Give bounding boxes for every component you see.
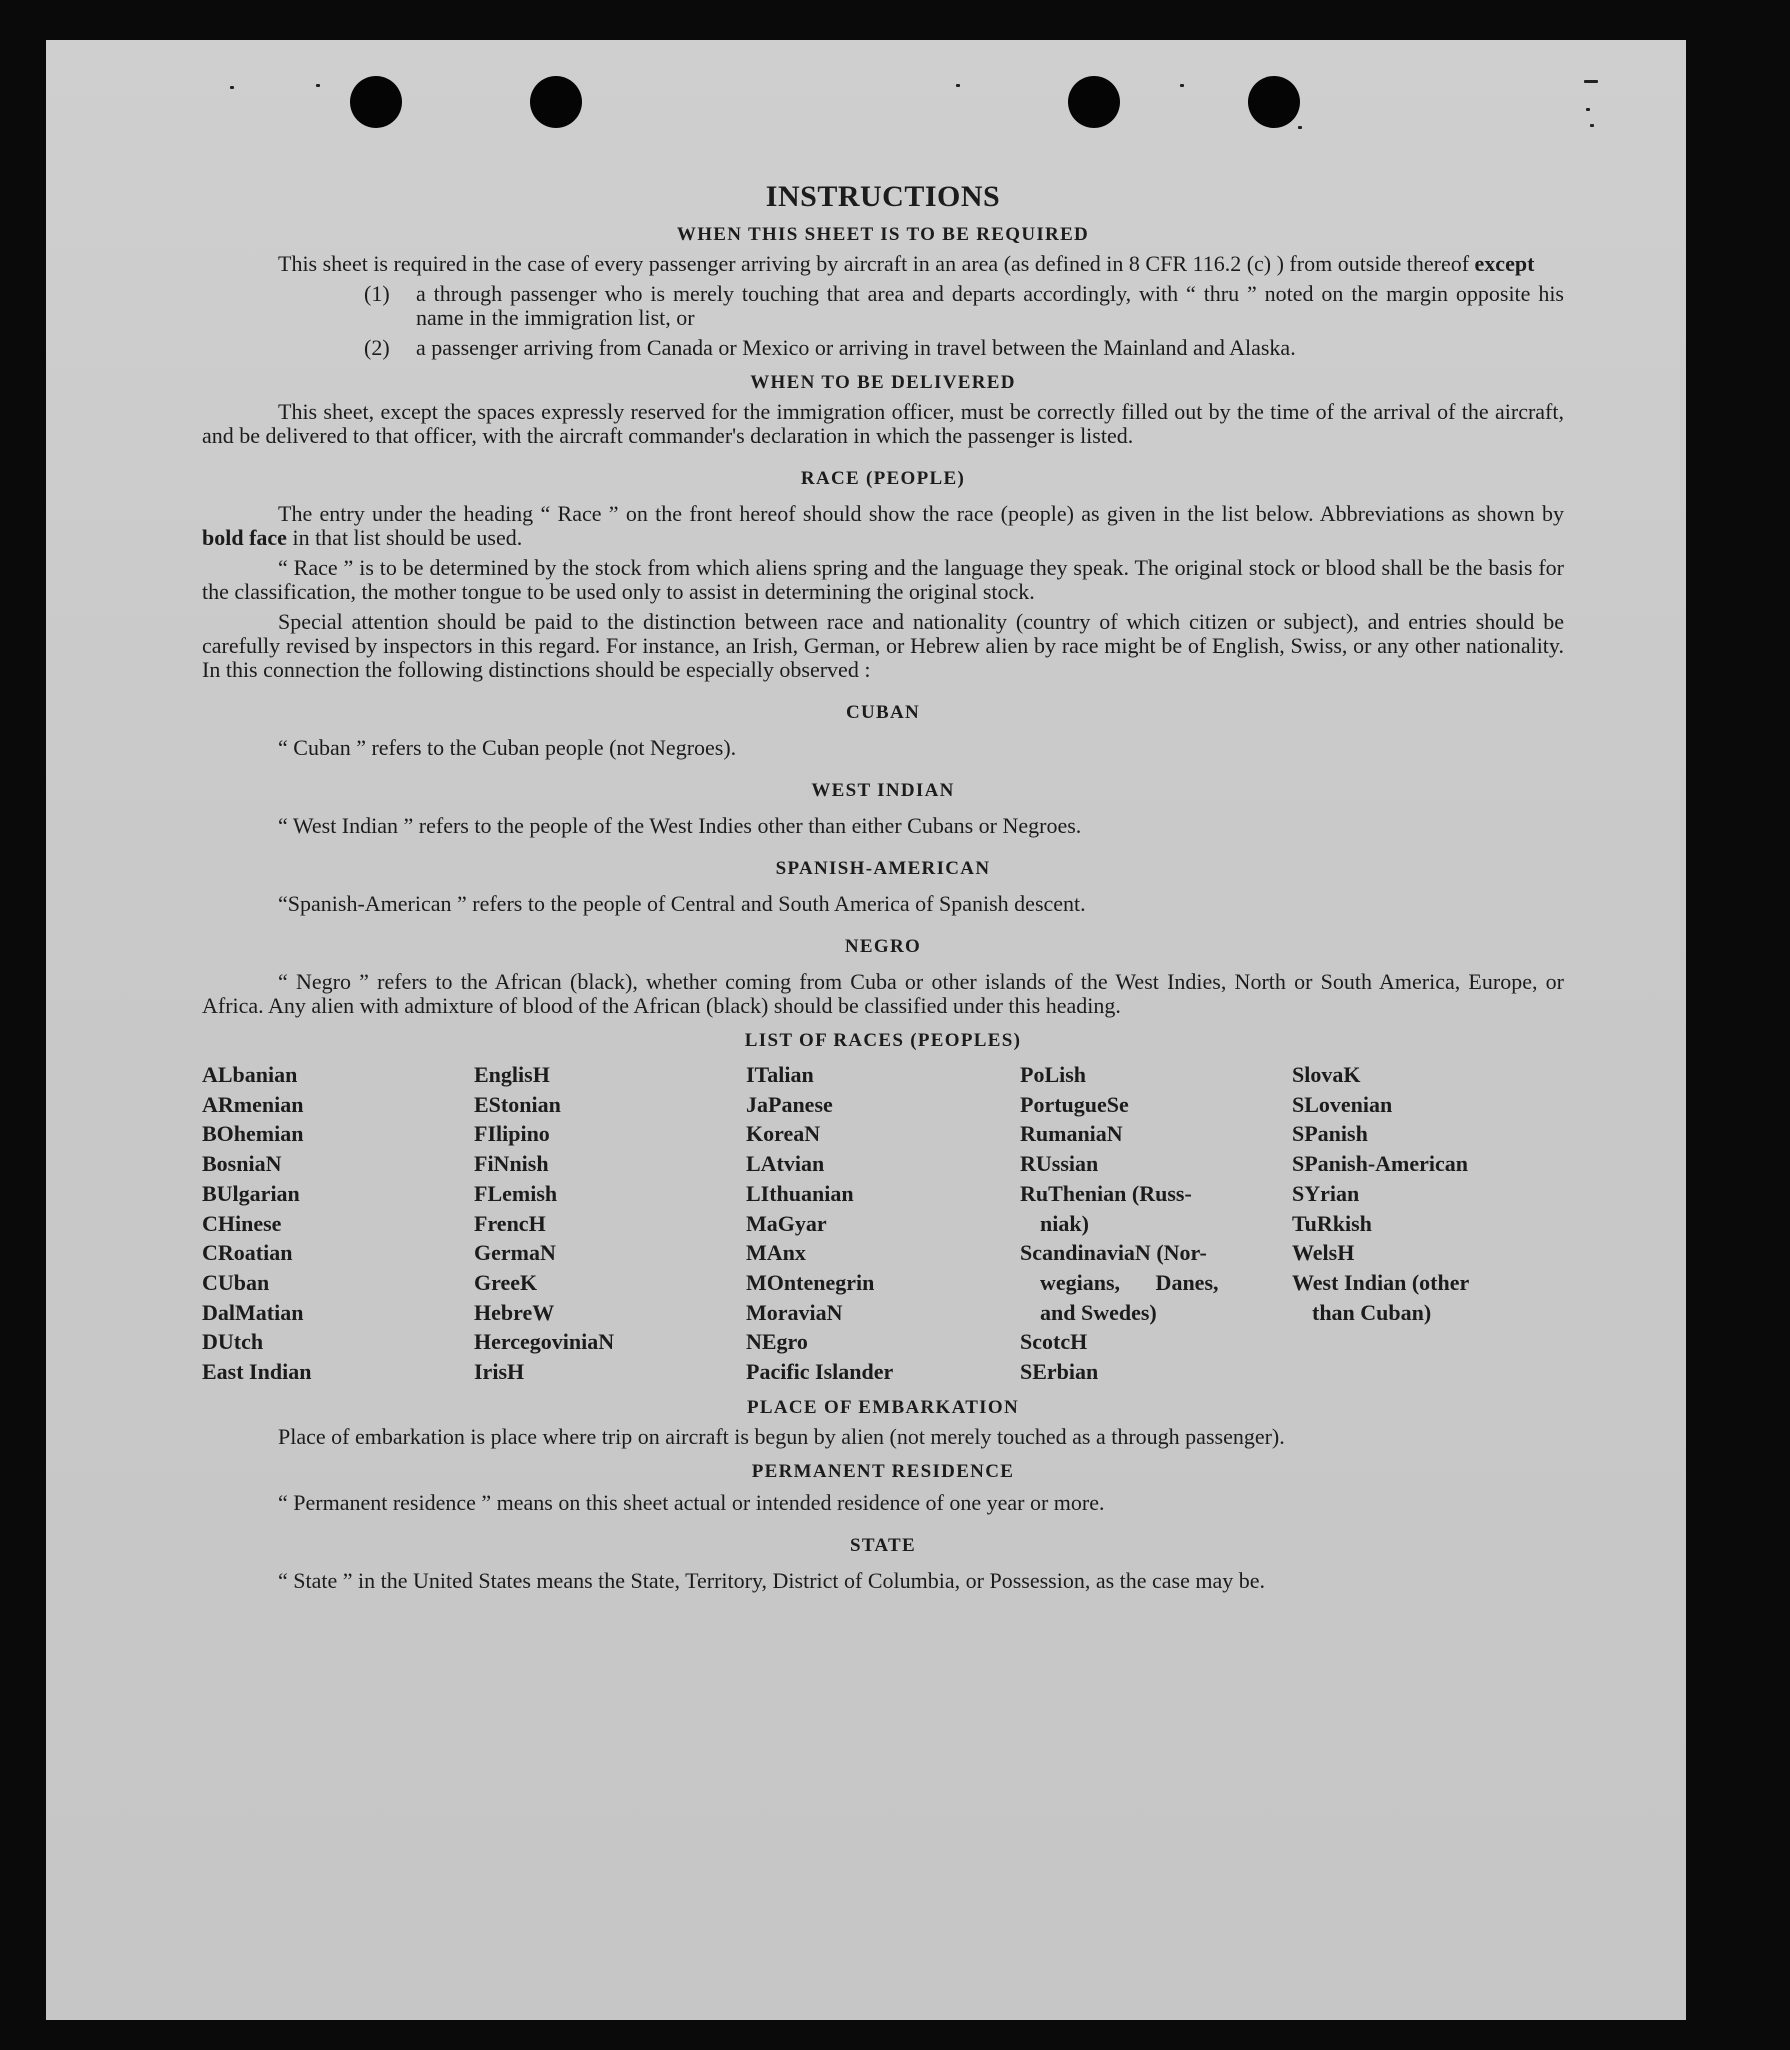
race-paragraph-2: “ Race ” is to be determined by the stock from which aliens spring and the language they speak. The original stock or blood shall be the basis for the classification, the mother tongue to be used only to assist in determining the original stock. [202,555,1564,604]
race-item: CHinese [202,1210,282,1236]
required-item [364,282,1564,330]
race-item: FiNnish [474,1151,549,1177]
heading-spanish-american: SPANISH-AMERICAN [775,858,991,879]
race-item: IrisH [474,1359,525,1385]
race-item: HebreW [474,1299,555,1325]
race-item: EStonian [474,1091,561,1117]
race-item: RUssian [1020,1151,1099,1177]
race-item: SErbian [1020,1359,1099,1385]
race-item: FIlipino [474,1121,550,1147]
race-item: FrencH [474,1210,546,1236]
required-item [364,336,1564,360]
race-item: MOntenegrin [746,1269,875,1295]
item-number: (1) [364,281,390,306]
item-text: a passenger arriving from Canada or Mexico or arriving in travel between the Mainland and Alaska. [416,335,1296,360]
heading-embarkation: PLACE OF EMBARKATION [747,1396,1019,1418]
punch-hole [530,76,582,128]
heading-delivered: WHEN TO BE DELIVERED [750,372,1016,393]
punch-hole [1248,76,1300,128]
item-text: a through passenger who is merely touching that area and departs accordingly, with “ thru ” noted on the margin opposite his name in the immigration list, or [416,281,1564,330]
heading-cuban: CUBAN [845,702,921,723]
punch-hole [1068,76,1120,128]
race-item: KoreaN [746,1121,821,1147]
race-item: West Indian (other [1292,1269,1470,1295]
race-item: EnglisH [474,1062,550,1087]
speck [1586,108,1590,111]
heading-negro: NEGRO [844,936,922,957]
race-item: MaGyar [746,1210,827,1236]
cuban-text: “ Cuban ” refers to the Cuban people (not Negroes). [278,735,737,760]
race-column [474,1060,746,1387]
race-item: RumaniaN [1020,1121,1123,1147]
race-item: MAnx [746,1240,806,1266]
heading-race: RACE (PEOPLE) [800,468,966,489]
race-item: Pacific Islander [746,1359,894,1385]
race-item-continued: than Cuban) [1312,1299,1432,1325]
race-item: CRoatian [202,1240,293,1266]
required-intro-bold: except [1474,251,1535,276]
race-p1-a: The entry under the heading “ Race ” on the front hereof should show the race (people) as given in the list below. Abbreviations as shown by [278,501,1564,526]
race-item: HercegoviniaN [474,1329,615,1355]
race-item-continued: niak) [1040,1210,1089,1236]
race-item: LIthuanian [746,1180,854,1206]
page-title: INSTRUCTIONS [765,180,1001,213]
race-item: ITalian [746,1062,814,1087]
race-column [746,1060,1020,1387]
race-item: ALbanian [202,1062,298,1087]
race-item: ARmenian [202,1091,304,1117]
state-text: “ State ” in the United States means the State, Territory, District of Columbia, or Possession, as the case may be. [278,1567,1266,1593]
embarkation-text: Place of embarkation is place where trip on aircraft is begun by alien (not merely touched as a through passenger). [278,1423,1285,1449]
instructions-content [202,180,1564,1593]
race-item: DUtch [202,1329,264,1355]
heading-required: WHEN THIS SHEET IS TO BE REQUIRED [676,224,1090,245]
race-item: East Indian [202,1359,312,1385]
race-item: RuThenian (Russ- [1020,1180,1192,1206]
race-item: GreeK [474,1269,538,1295]
race-item: SlovaK [1292,1062,1361,1087]
race-item: DalMatian [202,1299,304,1325]
race-item: BUlgarian [202,1180,300,1206]
document-page [46,40,1686,2020]
speck [230,86,234,89]
race-item: PoLish [1020,1062,1087,1087]
race-item: NEgro [746,1329,808,1355]
race-column [1292,1060,1564,1387]
heading-west-indian: WEST INDIAN [811,780,955,801]
race-item: ScandinaviaN (Nor- [1020,1240,1207,1266]
race-item: PortugueSe [1020,1091,1129,1117]
speck [1180,84,1184,87]
speck [1298,126,1302,129]
race-item: JaPanese [746,1091,833,1117]
race-item: SLovenian [1292,1091,1393,1117]
required-intro [202,252,1564,276]
speck [956,84,960,87]
race-column [1020,1060,1292,1387]
spanish-american-text: “Spanish-American ” refers to the people of Central and South America of Spanish descent. [278,891,1086,916]
race-item: CUban [202,1269,270,1295]
race-list [202,1060,1564,1387]
race-p1-bold: bold face [202,525,287,550]
delivered-text: This sheet, except the spaces expressly reserved for the immigration officer, must be correctly filled out by the time of the arrival of the aircraft, and be delivered to that officer, with the aircraft commander's declaration in which the passenger is listed. [202,399,1564,448]
speck [1584,80,1598,83]
heading-list-of-races: LIST OF RACES (PEOPLES) [744,1030,1022,1051]
race-item: FLemish [474,1180,558,1206]
speck [1590,124,1594,127]
race-item: SPanish [1292,1121,1368,1147]
west-indian-text: “ West Indian ” refers to the people of the West Indies other than either Cubans or Negroes. [278,813,1082,838]
race-item: SYrian [1292,1180,1360,1206]
race-paragraph-1 [202,502,1564,550]
race-item: MoraviaN [746,1299,843,1325]
race-item: LAtvian [746,1151,825,1177]
race-item-continued: wegians, Danes, [1040,1269,1219,1295]
heading-permanent-residence: PERMANENT RESIDENCE [751,1460,1015,1482]
race-item: SPanish-American [1292,1151,1468,1177]
race-paragraph-3: Special attention should be paid to the distinction between race and nationality (country of which citizen or subject), and entries should be carefully revised by inspectors in this regard. For instance, an Irish, German, or Hebrew alien by race might be of English, Swiss, or any other nationality. In this connection the following distinctions should be especially observed : [202,609,1564,682]
permanent-residence-text: “ Permanent residence ” means on this sheet actual or intended residence of one year or more. [278,1489,1105,1515]
required-intro-text: This sheet is required in the case of every passenger arriving by aircraft in an area (as defined in 8 CFR 116.2 (c) ) from outside thereof [278,251,1470,276]
race-p1-b: in that list should be used. [292,525,523,550]
race-item: BosniaN [202,1151,282,1177]
race-item: BOhemian [202,1121,304,1147]
race-item-continued: and Swedes) [1040,1299,1157,1325]
race-item: TuRkish [1292,1210,1372,1236]
punch-hole [350,76,402,128]
speck [316,84,320,87]
item-number: (2) [364,335,390,360]
race-item: WelsH [1292,1240,1355,1266]
race-item: ScotcH [1020,1329,1088,1355]
race-item: GermaN [474,1240,556,1266]
heading-state: STATE [850,1534,916,1556]
race-column [202,1060,474,1387]
negro-text: “ Negro ” refers to the African (black), whether coming from Cuba or other islands of the West Indies, North or South America, Europe, or Africa. Any alien with admixture of blood of the African (black) should be classified under this heading. [202,969,1564,1018]
